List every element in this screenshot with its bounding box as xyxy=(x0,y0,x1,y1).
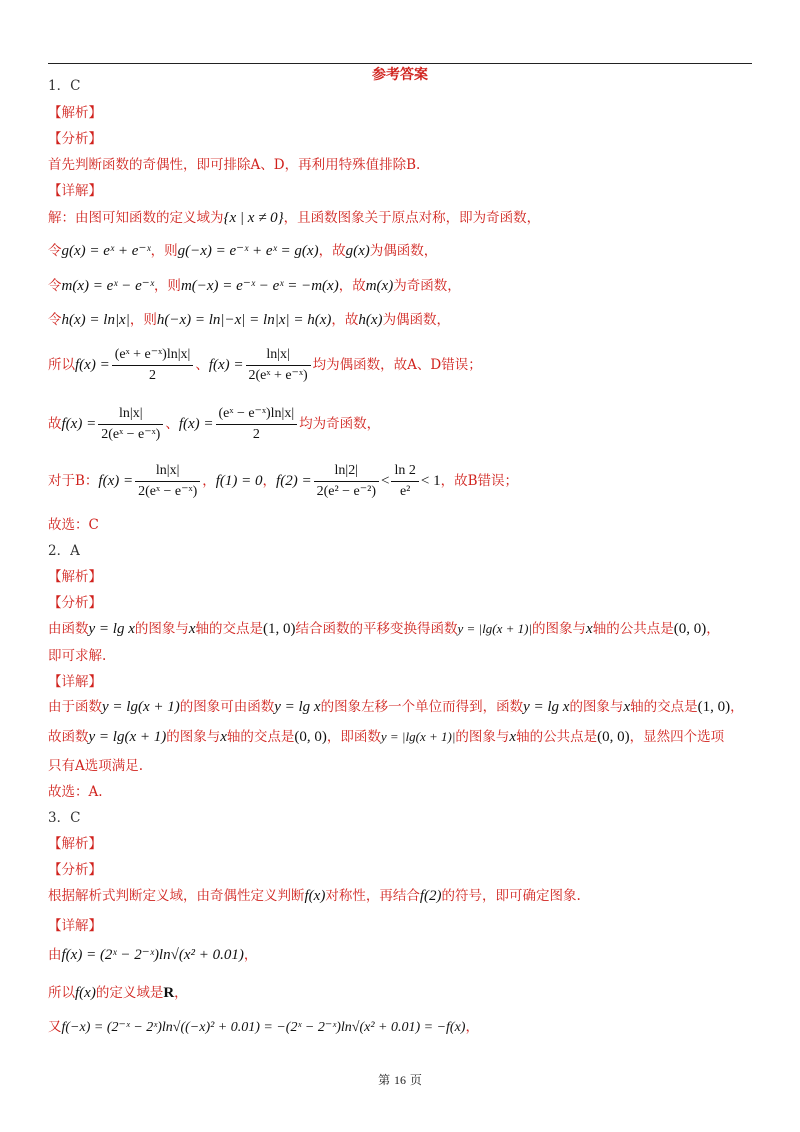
q1-line-odd: 故f(x) = $\frac{\ln|x|}{\text{2(eˣ − e⁻ˣ)}}$ 、f(x) = $\frac{\text{(eˣ − e⁻ˣ)ln|x|}}{2}$ 均为奇函数， xyxy=(48,406,381,442)
page-footer: 第 16 页 xyxy=(378,1073,422,1087)
q1-line-even: 所以f(x) = $\frac{\text{(eˣ + e⁻ˣ)ln|x|}}{2}$ 、f(x) = $\frac{\ln|x|}{\text{2(eˣ + e⁻ˣ)}}$ 均为偶函数，故A、D错误； xyxy=(48,347,482,383)
page-title: 参考答案 xyxy=(372,67,428,83)
q1-answer: 1．C xyxy=(48,78,81,94)
q2-detail-line3: 只有A选项满足. xyxy=(48,758,144,774)
page-number: 16 xyxy=(394,1073,406,1087)
fraction: $\frac{\ln|x|}{\text{2(eˣ − e⁻ˣ)}}$ xyxy=(135,462,200,501)
q2-xiangjie-label: 【详解】 xyxy=(48,674,102,690)
q3-fenxi-label: 【分析】 xyxy=(48,862,102,878)
q1-line-domain: 解：由图可知函数的定义域为{x | x ≠ 0}，且函数图象关于原点对称，即为奇函数， xyxy=(48,210,541,226)
q2-jiexi-label: 【解析】 xyxy=(48,569,102,585)
q2-analysis-line1: 由函数y = lg x的图象与x轴的交点是(1, 0)结合函数的平移变换得函数y = |lg(x + 1)|的图象与x轴的公共点是(0, 0)， xyxy=(48,621,720,637)
fraction: $\frac{\text{(eˣ − e⁻ˣ)ln|x|}}{2}$ xyxy=(216,405,298,444)
q2-fenxi-label: 【分析】 xyxy=(48,595,102,611)
q1-line-h: 令h(x) = ln|x|，则h(−x) = ln|−x| = ln|x| = h(x)，故h(x)为偶函数， xyxy=(48,312,451,328)
q3-analysis: 根据解析式判断定义域，由奇偶性定义判断f(x)对称性，再结合f(2)的符号，即可确定图象. xyxy=(48,888,581,904)
q1-line-b: 对于B：f(x) = $\frac{\ln|x|}{\text{2(eˣ − e⁻ˣ)}}$ ，f(1) = 0，f(2) = $\frac{\ln|2|}{\text{2(e² − e⁻²)}}$ < $\frac{\ln 2}{\text{e²}}$ < 1，故B错误； xyxy=(48,463,518,499)
q1-xiangjie-label: 【详解】 xyxy=(48,183,102,199)
fraction: $\frac{\ln 2}{\text{e²}}$ xyxy=(391,462,418,501)
q3-detail-line3: 又f(−x) = (2⁻ˣ − 2ˣ)ln√((−x)² + 0.01) = −(2ˣ − 2⁻ˣ)ln√(x² + 0.01) = −f(x)， xyxy=(48,1019,479,1035)
q3-jiexi-label: 【解析】 xyxy=(48,836,102,852)
fraction: $\frac{\ln|x|}{\text{2(eˣ + e⁻ˣ)}}$ xyxy=(246,346,311,385)
fraction: $\frac{\ln|2|}{\text{2(e² − e⁻²)}}$ xyxy=(314,462,379,501)
q2-detail-line2: 故函数y = lg(x + 1)的图象与x轴的交点是(0, 0)，即函数y = |lg(x + 1)|的图象与x轴的公共点是(0, 0)，显然四个选项 xyxy=(48,729,725,745)
q1-jiexi-label: 【解析】 xyxy=(48,105,102,121)
q3-xiangjie-label: 【详解】 xyxy=(48,918,102,934)
q1-fenxi-label: 【分析】 xyxy=(48,131,102,147)
q1-choose: 故选：C xyxy=(48,517,99,533)
q1-line-g: 令g(x) = eˣ + e⁻ˣ，则g(−x) = e⁻ˣ + eˣ = g(x)，故g(x)为偶函数， xyxy=(48,243,438,259)
q2-answer: 2．A xyxy=(48,543,80,559)
q3-answer: 3．C xyxy=(48,810,81,826)
math-set: {x | x ≠ 0} xyxy=(223,210,284,226)
q1-line-m: 令m(x) = eˣ − e⁻ˣ，则m(−x) = e⁻ˣ − eˣ = −m(x)，故m(x)为奇函数， xyxy=(48,278,461,294)
q1-analysis: 首先判断函数的奇偶性，即可排除A、D，再利用特殊值排除B. xyxy=(48,157,421,173)
q3-detail-line1: 由f(x) = (2ˣ − 2⁻ˣ)ln√(x² + 0.01)， xyxy=(48,947,258,963)
fraction: $\frac{\text{(eˣ + e⁻ˣ)ln|x|}}{2}$ xyxy=(112,346,194,385)
fraction: $\frac{\ln|x|}{\text{2(eˣ − e⁻ˣ)}}$ xyxy=(98,405,163,444)
q3-detail-line2: 所以f(x)的定义域是R， xyxy=(48,985,188,1001)
q2-choose: 故选：A. xyxy=(48,784,103,800)
q2-detail-line1: 由于函数y = lg(x + 1)的图象可由函数y = lg x的图象左移一个单位而得到，函数y = lg x的图象与x轴的交点是(1, 0)， xyxy=(48,699,744,715)
q2-analysis-line2: 即可求解. xyxy=(48,648,107,664)
